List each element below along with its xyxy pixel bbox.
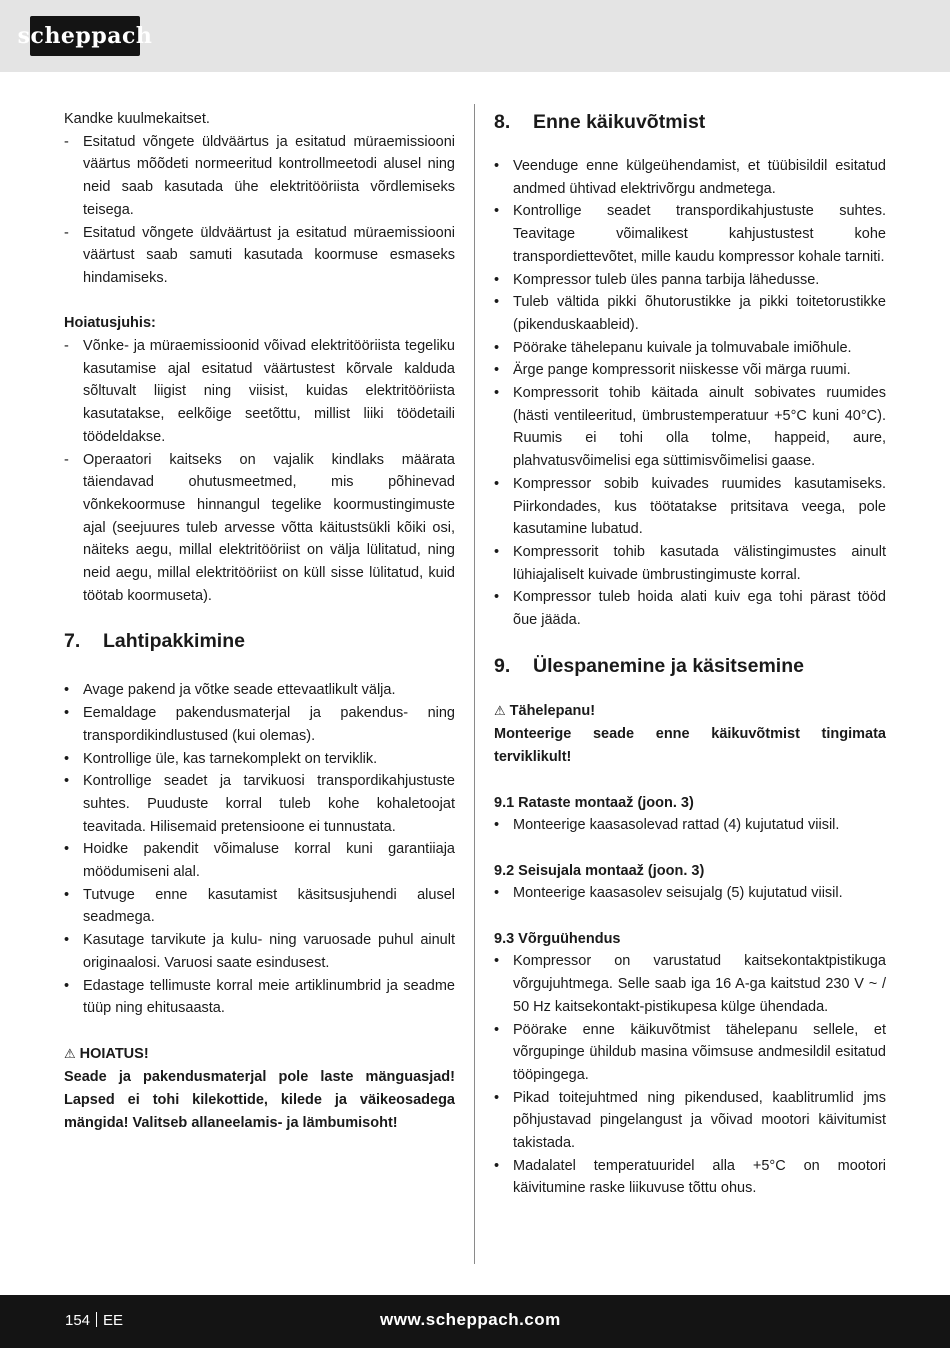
caution-heading: Hoiatusjuhis: bbox=[64, 315, 156, 332]
section-number: 8. bbox=[494, 111, 511, 133]
warning-icon: ⚠ bbox=[64, 1046, 76, 1062]
list-item: • Kontrollige seadet ja tarvikuosi transpordikahjustuste suhtes. Puuduste korral tuleb kohe kohaletoojat teavitada. Hilisemaid pretensioone ei tunnustata. bbox=[64, 770, 455, 838]
section-number: 7. bbox=[64, 630, 81, 653]
list-item: • Tutvuge enne kasutamist käsitsusjuhendi alusel seadmega. bbox=[64, 884, 455, 929]
list-item: • Kasutage tarvikute ja kulu- ning varuosade puhul ainult originaalosi. Varuosi saate esindusest. bbox=[64, 929, 455, 974]
attention-text: Monteerige seade enne käikuvõtmist tingimata terviklikult! bbox=[494, 726, 886, 766]
list-item: - Võnke- ja müraemissioonid võivad elektritööriista tegeliku kasutamise ajal esitatud väärtustest kõrvale kalduda sõltuvalt liigist ning viisist, kuidas elektritööriista kasutatakse, eelkõige seetõttu, millist liiki töödetaili töödeldakse. bbox=[64, 335, 455, 449]
page-header bbox=[0, 0, 950, 72]
website-url: www.scheppach.com bbox=[380, 1310, 561, 1329]
intro-text: Kandke kuulmekaitset. bbox=[64, 111, 210, 127]
list-item: - Operaatori kaitseks on vajalik kindlaks määrata täiendavad ohutusmeetmed, mis põhinevad võnkekoormuse hinnangul tegelike koormustingimuste ajal (seejuures tuleb arvesse võtta käitustsükli kõiki osi, näiteks aegu, millal elektritööriist on välja lülitatud, ning neid aegu, millal elektritööriist on küll sisse lülitatud, kuid töötab koormuseta). bbox=[64, 449, 455, 608]
list-item: • Kontrollige seadet transpordikahjustuste suhtes. Teavitage võimalikest kahjustustest kohe transpordiettevõtet, mille kaudu kompressor kohale tarniti. bbox=[494, 200, 886, 268]
startup-list bbox=[494, 155, 886, 632]
list-item: • Kompressor on varustatud kaitsekontaktpistikuga võrgujuhtmega. Selle saab iga 16 A-ga kaitstud 230 V ~ / 50 Hz kaitsekontakt-pistikupesa külge ühendada. bbox=[494, 950, 886, 1018]
list-item: • Pöörake enne käikuvõtmist tähelepanu sellele, et võrgupinge ühildub masina võimsuse andmesildil esitatud tööpingega. bbox=[494, 1019, 886, 1087]
section-number: 9. bbox=[494, 654, 511, 677]
section-title: Lahtipakkimine bbox=[103, 630, 245, 653]
list-item: • Kompressor sobib kuivades ruumides kasutamiseks. Piirkondades, kus töötatakse pritsitava veega, pole kasutamine lubatud. bbox=[494, 473, 886, 541]
noise-list bbox=[64, 131, 455, 290]
list-item: • Avage pakend ja võtke seade ettevaatlikult välja. bbox=[64, 679, 455, 702]
section-7-heading bbox=[64, 627, 455, 655]
attention-label: Tähelepanu! bbox=[509, 702, 596, 719]
list-item: • Kompressorit tohib käitada ainult sobivates ruumides (hästi ventileeritud, ümbrustemperatuur +5°C kuni 40°C). Ruumis ei tohi olla tolme, happeid, aure, plahvatusvõimelisi ega süttimisvõimelisi gaase. bbox=[494, 382, 886, 473]
caution-list bbox=[64, 335, 455, 607]
warning-heading bbox=[64, 1043, 455, 1067]
section-9-heading bbox=[494, 652, 886, 680]
list-item: • Hoidke pakendit võimaluse korral kuni garantiiaja möödumiseni alal. bbox=[64, 838, 455, 883]
section-8-heading bbox=[494, 108, 886, 136]
language-code: EE bbox=[103, 1312, 124, 1329]
scheppach-logo: scheppach bbox=[30, 16, 140, 56]
left-column bbox=[64, 108, 455, 1135]
list-item: • Ärge pange kompressorit niiskesse või märga ruumi. bbox=[494, 359, 886, 382]
page-number: 154 bbox=[65, 1312, 91, 1329]
wheels-list bbox=[494, 814, 886, 837]
attention-heading bbox=[494, 700, 886, 724]
warning-text: Seade ja pakendusmaterjal pole laste mänguasjad! Lapsed ei tohi kilekottide, kilede ja väikeosadega mängida! Valitseb allaneelamis- ja lämbumisoht! bbox=[64, 1069, 455, 1131]
list-item: • Kompressor tuleb üles panna tarbija lähedusse. bbox=[494, 269, 886, 292]
mains-list bbox=[494, 950, 886, 1200]
list-item: • Eemaldage pakendusmaterjal ja pakendus- ning transpordikindlustused (kui olemas). bbox=[64, 702, 455, 747]
list-item: • Kompressorit tohib kasutada välistingimustes ainult lühiajaliselt kuivade ümbrustingimuste korral. bbox=[494, 541, 886, 586]
subsection-heading: 9.3 Võrguühendus bbox=[494, 930, 621, 947]
warning-label: HOIATUS! bbox=[79, 1045, 149, 1062]
list-item: • Monteerige kaasasolev seisujalg (5) kujutatud viisil. bbox=[494, 882, 886, 905]
page-footer bbox=[0, 1295, 950, 1348]
unpacking-list bbox=[64, 679, 455, 1020]
list-item: • Veenduge enne külgeühendamist, et tüübisildil esitatud andmed ühtivad elektrivõrgu andmetega. bbox=[494, 155, 886, 200]
list-item: - Esitatud võngete üldväärtus ja esitatud müraemissiooni väärtus mõõdeti normeeritud kontrollmeetodi alusel ning neid saab kasutada ühe elektritööriista võrdlemiseks teisega. bbox=[64, 131, 455, 222]
list-item: • Edastage tellimuste korral meie artiklinumbrid ja seadme tüüp ning ehitusaasta. bbox=[64, 975, 455, 1020]
subsection-heading: 9.2 Seisujala montaaž (joon. 3) bbox=[494, 862, 705, 879]
footer-separator bbox=[96, 1312, 97, 1327]
list-item: • Kompressor tuleb hoida alati kuiv ega tohi pärast tööd õue jääda. bbox=[494, 586, 886, 631]
list-item: - Esitatud võngete üldväärtust ja esitatud müraemissiooni väärtust saab samuti kasutada koormuse esmaseks hindamiseks. bbox=[64, 222, 455, 290]
column-divider bbox=[474, 104, 475, 1264]
section-title: Ülespanemine ja käsitsemine bbox=[533, 654, 804, 677]
subsection-heading: 9.1 Rataste montaaž (joon. 3) bbox=[494, 794, 694, 811]
page-indicator bbox=[65, 1310, 123, 1332]
list-item: • Madalatel temperatuuridel alla +5°C on mootori käivitumine raske liikuvuse tõttu ohus. bbox=[494, 1155, 886, 1200]
list-item: • Pikad toitejuhtmed ning pikendused, kaablitrumlid jms põhjustavad pingelangust ja võivad mootori käivitumist takistada. bbox=[494, 1087, 886, 1155]
warning-icon: ⚠ bbox=[494, 703, 506, 719]
stand-list bbox=[494, 882, 886, 905]
right-column bbox=[494, 108, 886, 1200]
list-item: • Tuleb vältida pikki õhutorustikke ja pikki toitetorustikke (pikenduskaableid). bbox=[494, 291, 886, 336]
list-item: • Kontrollige üle, kas tarnekomplekt on terviklik. bbox=[64, 748, 455, 771]
section-title: Enne käikuvõtmist bbox=[533, 111, 706, 133]
list-item: • Monteerige kaasasolevad rattad (4) kujutatud viisil. bbox=[494, 814, 886, 837]
list-item: • Pöörake tähelepanu kuivale ja tolmuvabale imiõhule. bbox=[494, 337, 886, 360]
